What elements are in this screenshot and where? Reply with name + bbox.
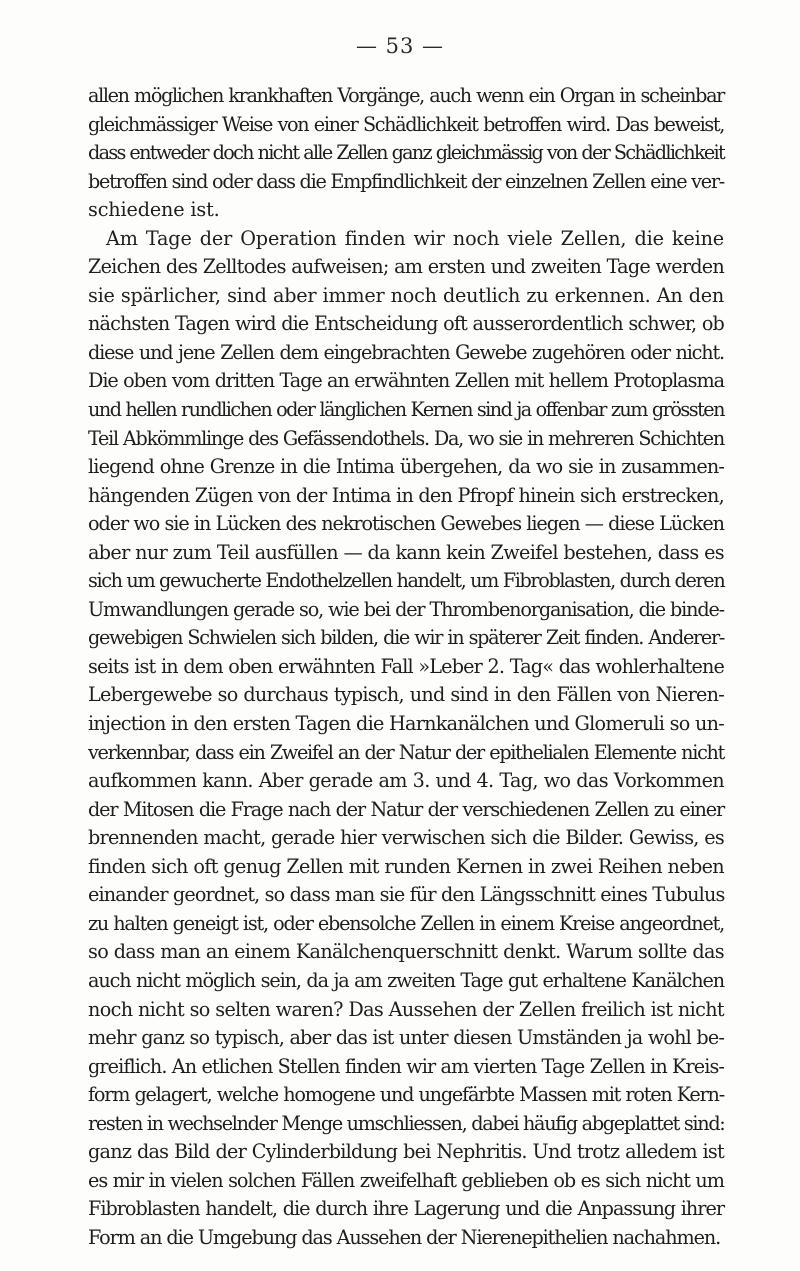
text-line: aufkommen kann. Aber gerade am 3. und 4. Tag, wo das Vorkommen — [88, 769, 724, 793]
text-line: der Mitosen die Frage nach der Natur der verschiedenen Zellen zu einer — [88, 797, 724, 821]
text-line: Zeichen des Zelltodes aufweisen; am ersten und zweiten Tage werden — [88, 255, 724, 279]
text-line: oder wo sie in Lücken des nekrotischen Gewebes liegen — diese Lücken — [88, 512, 724, 536]
text-line: allen möglichen krankhaften Vorgänge, auch wenn ein Organ in scheinbar — [88, 84, 724, 107]
text-line: finden sich oft genug Zellen mit runden Kernen in zwei Reihen neben — [88, 854, 724, 878]
text-line: greiflich. An etlichen Stellen finden wir am vierten Tage Zellen in Kreis- — [88, 1054, 724, 1078]
text-line: hängenden Zügen von der Intima in den Pfropf hinein sich erstrecken, — [88, 483, 724, 507]
text-line: Teil Abkömmlinge des Gefässendothels. Da, wo sie in mehreren Schichten — [88, 426, 724, 450]
text-line: einander geordnet, so dass man sie für den Längsschnitt eines Tubulus — [88, 883, 725, 907]
text-line: Am Tage der Operation finden wir noch viele Zellen, die keine — [106, 226, 724, 250]
text-line: zu halten geneigt ist, oder ebensolche Zellen in einem Kreise angeordnet, — [88, 911, 724, 935]
text-line: mehr ganz so typisch, aber das ist unter diesen Umständen ja wohl be- — [88, 1026, 724, 1050]
text-line: brennenden macht, gerade hier verwischen sich die Bilder. Gewiss, es — [88, 826, 724, 850]
text-line: Form an die Umgebung das Aussehen der Nierenepithelien nachahmen. — [88, 1225, 721, 1249]
text-line: auch nicht möglich sein, da ja am zweiten Tage gut erhaltene Kanälchen — [88, 968, 724, 992]
text-line: seits ist in dem oben erwähnten Fall »Leber 2. Tag« das wohlerhaltene — [88, 654, 724, 678]
text-line: noch nicht so selten waren? Das Aussehen der Zellen freilich ist nicht — [88, 997, 724, 1021]
text-line: verkennbar, dass ein Zweifel an der Natur der epithelialen Elemente nicht — [88, 740, 724, 764]
text-line: und hellen rundlichen oder länglichen Kernen sind ja offenbar zum grössten — [88, 398, 724, 422]
text-line: aber nur zum Teil ausfüllen — da kann kein Zweifel bestehen, dass es — [88, 540, 724, 564]
text-line: dass entweder doch nicht alle Zellen ganz gleichmässig von der Schädlichkeit — [88, 141, 724, 165]
page-number: — 53 — — [355, 34, 445, 58]
text-line: betroffen sind oder dass die Empfindlichkeit der einzelnen Zellen eine ver- — [88, 169, 725, 193]
text-line: Lebergewebe so durchaus typisch, und sind in den Fällen von Nieren- — [88, 683, 724, 707]
body-text — [88, 82, 724, 1252]
text-line: gleichmässiger Weise von einer Schädlichkeit betroffen wird. Das beweist, — [88, 112, 724, 136]
text-line: ganz das Bild der Cylinderbildung bei Nephritis. Und trotz alledem ist — [88, 1140, 724, 1164]
text-line: sie spärlicher, sind aber immer noch deutlich zu erkennen. An den — [88, 283, 724, 307]
text-line: Umwandlungen gerade so, wie bei der Thrombenorganisation, die binde- — [88, 597, 724, 621]
text-line: so dass man an einem Kanälchenquerschnitt denkt. Warum sollte das — [88, 940, 724, 964]
text-line: Fibroblasten handelt, die durch ihre Lagerung und die Anpassung ihrer — [88, 1197, 724, 1221]
text-line: form gelagert, welche homogene und ungefärbte Massen mit roten Kern- — [88, 1083, 724, 1107]
text-line: gewebigen Schwielen sich bilden, die wir in späterer Zeit finden. Anderer- — [88, 626, 724, 650]
text-line: Die oben vom dritten Tage an erwähnten Zellen mit hellem Protoplasma — [88, 369, 724, 393]
text-line: liegend ohne Grenze in die Intima übergehen, da wo sie in zusammen- — [88, 455, 724, 479]
text-line: resten in wechselnder Menge umschliessen, dabei häufig abgeplattet sind: — [88, 1111, 725, 1135]
text-line: injection in den ersten Tagen die Harnkanälchen und Glomeruli so un- — [88, 712, 724, 736]
text-line: sich um gewucherte Endothelzellen handelt, um Fibroblasten, durch deren — [88, 569, 725, 593]
text-line: nächsten Tagen wird die Entscheidung oft ausserordentlich schwer, ob — [88, 312, 724, 336]
text-line: es mir in vielen solchen Fällen zweifelhaft geblieben ob es sich nicht um — [88, 1168, 724, 1192]
text-line: diese und jene Zellen dem eingebrachten Gewebe zugehören oder nicht. — [88, 340, 724, 364]
text-line: schiedene ist. — [88, 198, 220, 222]
